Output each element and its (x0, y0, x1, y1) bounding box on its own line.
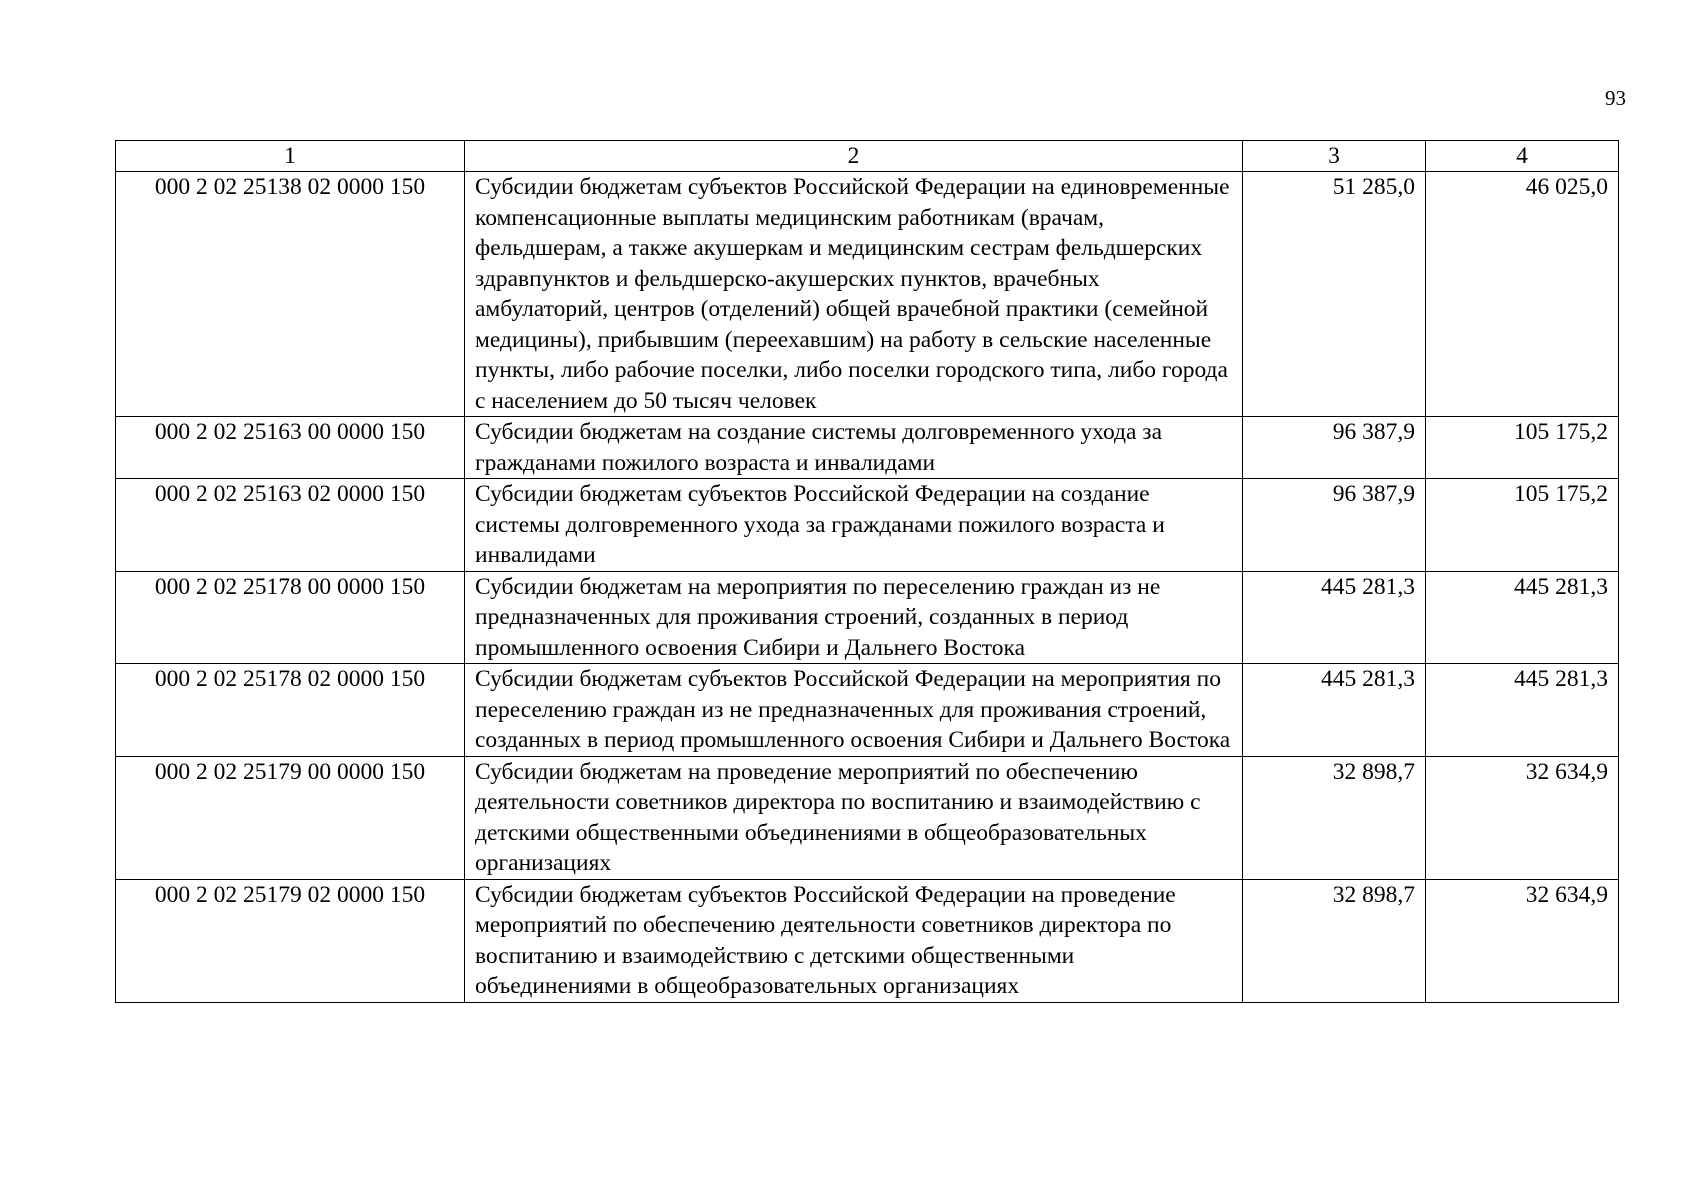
amount-col4-cell: 32 634,9 (1426, 756, 1619, 879)
description-cell: Субсидии бюджетам на мероприятия по переселению граждан из не предназначенных для проживания строений, созданных в период промышленного освоения Сибири и Дальнего Востока (465, 571, 1243, 664)
description-cell: Субсидии бюджетам субъектов Российской Федерации на проведение мероприятий по обеспечению деятельности советников директора по воспитанию и взаимодействию с детскими общественными объединениями в общеобразовательных организациях (465, 879, 1243, 1002)
column-header-2: 2 (465, 141, 1243, 172)
amount-col3-cell: 445 281,3 (1243, 571, 1426, 664)
budget-code-cell: 000 2 02 25178 00 0000 150 (116, 571, 465, 664)
amount-col4-cell: 46 025,0 (1426, 172, 1619, 417)
amount-col3-cell: 32 898,7 (1243, 756, 1426, 879)
description-cell: Субсидии бюджетам субъектов Российской Федерации на мероприятия по переселению граждан из не предназначенных для проживания строений, созданных в период промышленного освоения Сибири и Дальнего Востока (465, 664, 1243, 757)
amount-col4-cell: 445 281,3 (1426, 571, 1619, 664)
description-cell: Субсидии бюджетам субъектов Российской Федерации на создание системы долговременного ухода за гражданами пожилого возраста и инвалидами (465, 479, 1243, 572)
budget-code-cell: 000 2 02 25163 02 0000 150 (116, 479, 465, 572)
description-cell: Субсидии бюджетам на проведение мероприятий по обеспечению деятельности советников директора по воспитанию и взаимодействию с детскими общественными объединениями в общеобразовательных организациях (465, 756, 1243, 879)
amount-col4-cell: 445 281,3 (1426, 664, 1619, 757)
budget-code-cell: 000 2 02 25163 00 0000 150 (116, 417, 465, 479)
budget-table (115, 140, 1619, 1003)
description-cell: Субсидии бюджетам субъектов Российской Федерации на единовременные компенсационные выплаты медицинским работникам (врачам, фельдшерам, а также акушеркам и медицинским сестрам фельдшерских здравпунктов и фельдшерско-акушерских пунктов, врачебных амбулаторий, центров (отделений) общей врачебной практики (семейной медицины), прибывшим (переехавшим) на работу в сельские населенные пункты, либо рабочие поселки, либо поселки городского типа, либо города с населением до 50 тысяч человек (465, 172, 1243, 417)
table-row (116, 664, 1619, 757)
table-row (116, 879, 1619, 1002)
budget-code-cell: 000 2 02 25179 00 0000 150 (116, 756, 465, 879)
amount-col3-cell: 51 285,0 (1243, 172, 1426, 417)
description-cell: Субсидии бюджетам на создание системы долговременного ухода за гражданами пожилого возраста и инвалидами (465, 417, 1243, 479)
table-row (116, 479, 1619, 572)
budget-code-cell: 000 2 02 25179 02 0000 150 (116, 879, 465, 1002)
budget-code-cell: 000 2 02 25138 02 0000 150 (116, 172, 465, 417)
table-row (116, 417, 1619, 479)
table-row (116, 756, 1619, 879)
page-number: 93 (1605, 86, 1626, 110)
amount-col3-cell: 96 387,9 (1243, 479, 1426, 572)
amount-col3-cell: 32 898,7 (1243, 879, 1426, 1002)
column-header-1: 1 (116, 141, 465, 172)
column-header-4: 4 (1426, 141, 1619, 172)
amount-col4-cell: 105 175,2 (1426, 479, 1619, 572)
amount-col3-cell: 445 281,3 (1243, 664, 1426, 757)
amount-col3-cell: 96 387,9 (1243, 417, 1426, 479)
column-header-3: 3 (1243, 141, 1426, 172)
table-row (116, 172, 1619, 417)
amount-col4-cell: 105 175,2 (1426, 417, 1619, 479)
budget-code-cell: 000 2 02 25178 02 0000 150 (116, 664, 465, 757)
amount-col4-cell: 32 634,9 (1426, 879, 1619, 1002)
header-row (116, 141, 1619, 172)
table-row (116, 571, 1619, 664)
